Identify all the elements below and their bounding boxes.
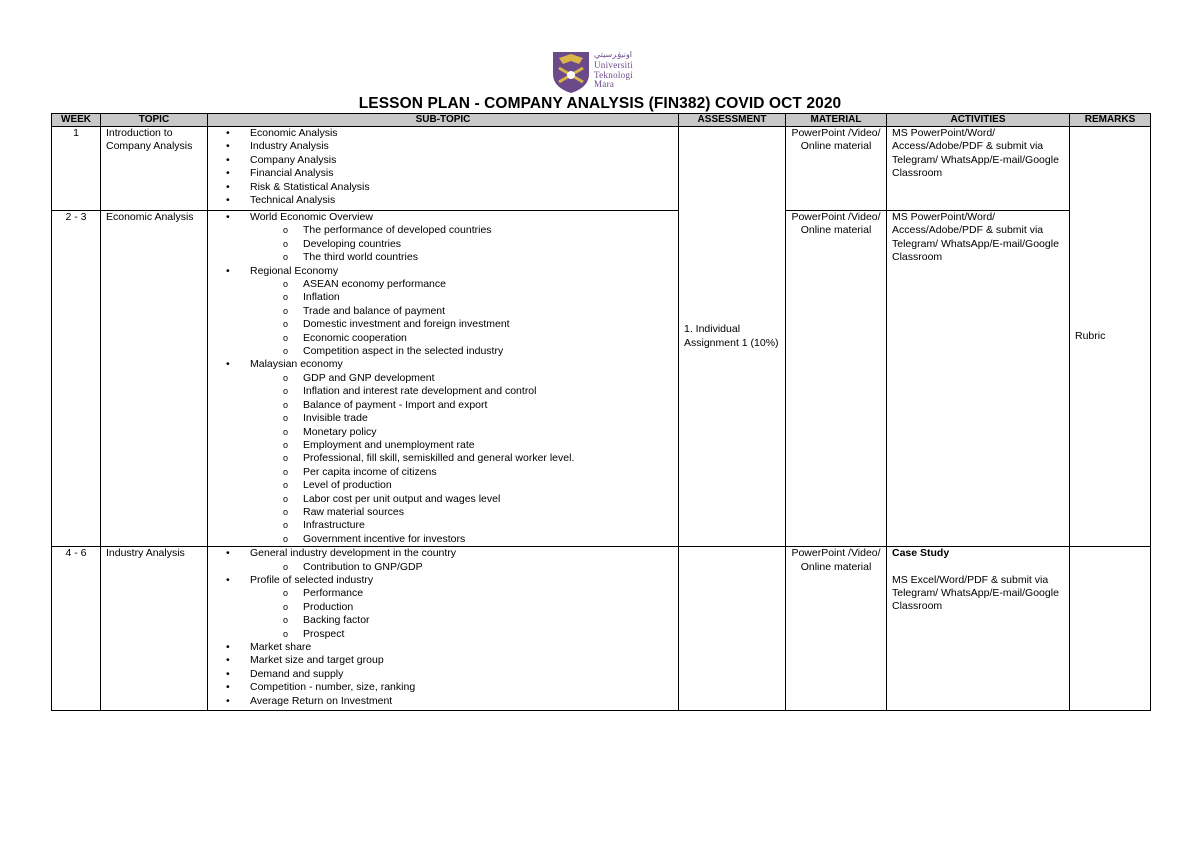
list-item: • Competition - number, size, ranking <box>213 681 678 694</box>
sub-list-item: o The third world countries <box>250 251 678 264</box>
list-item: • Market size and target group <box>213 654 678 667</box>
lesson-plan-table <box>51 113 1151 711</box>
material-cell: PowerPoint /Video/ Online material <box>786 127 887 211</box>
sub-list-item: o Economic cooperation <box>250 332 678 345</box>
page-title: LESSON PLAN - COMPANY ANALYSIS (FIN382) COVID OCT 2020 <box>358 95 842 112</box>
sub-list-item: o Level of production <box>250 479 678 492</box>
sub-list-item: o Production <box>250 601 678 614</box>
sub-list-item: o Backing factor <box>250 614 678 627</box>
col-header-remarks: REMARKS <box>1070 114 1151 127</box>
week-cell: 4 - 6 <box>52 547 101 711</box>
list-item: • Profile of selected industry o Performance o Production o Backing factor o Prospect <box>213 574 678 641</box>
sub-list-item: o Domestic investment and foreign investment <box>250 318 678 331</box>
list-item: • Demand and supply <box>213 668 678 681</box>
subtopic-cell <box>208 211 679 547</box>
logo-script-text: ﺍﻭﻧﻴۏﺮﺳﻴﺘﻲ <box>594 50 633 59</box>
sub-list-item: o Employment and unemployment rate <box>250 439 678 452</box>
list-item: • Financial Analysis <box>213 167 678 180</box>
topic-cell: Industry Analysis <box>101 547 208 711</box>
material-cell: PowerPoint /Video/ Online material <box>786 211 887 547</box>
table-row <box>52 547 1151 711</box>
sub-list-item: o Prospect <box>250 628 678 641</box>
sub-list-item: o Inflation <box>250 291 678 304</box>
list-item: • Industry Analysis <box>213 140 678 153</box>
list-item: • General industry development in the country o Contribution to GNP/GDP <box>213 547 678 574</box>
sub-list-item: o Balance of payment - Import and export <box>250 399 678 412</box>
week-cell: 2 - 3 <box>52 211 101 547</box>
sub-list-item: o Infrastructure <box>250 519 678 532</box>
topic-cell: Economic Analysis <box>101 211 208 547</box>
table-row <box>52 211 1151 547</box>
sub-list-item: o Per capita income of citizens <box>250 466 678 479</box>
assessment-cell: 1. Individual Assignment 1 (10%) <box>679 127 786 547</box>
list-item: • Company Analysis <box>213 154 678 167</box>
sub-list-item: o The performance of developed countries <box>250 224 678 237</box>
sub-list-item: o ASEAN economy performance <box>250 278 678 291</box>
assessment-cell-empty <box>679 547 786 711</box>
activity-title: Case Study <box>892 547 950 560</box>
logo-wordmark: Universiti Teknologi Mara <box>594 60 634 90</box>
university-logo <box>551 50 653 94</box>
activities-cell: MS PowerPoint/Word/ Access/Adobe/PDF & submit via Telegram/ WhatsApp/E-mail/Google Classroom <box>887 127 1070 211</box>
col-header-topic: TOPIC <box>101 114 208 127</box>
list-item: • World Economic Overview o The performance of developed countries o Developing countries o The third world countries <box>213 211 678 265</box>
col-header-subtopic: SUB-TOPIC <box>208 114 679 127</box>
remarks-cell-empty <box>1070 547 1151 711</box>
sub-list-item: o Inflation and interest rate development and control <box>250 385 678 398</box>
sub-list-item: o Contribution to GNP/GDP <box>250 561 678 574</box>
sub-list-item: o Labor cost per unit output and wages level <box>250 493 678 506</box>
topic-cell: Introduction to Company Analysis <box>101 127 208 211</box>
col-header-week: WEEK <box>52 114 101 127</box>
list-item: • Technical Analysis <box>213 194 678 207</box>
activities-cell: MS PowerPoint/Word/ Access/Adobe/PDF & submit via Telegram/ WhatsApp/E-mail/Google Classroom <box>887 211 1070 547</box>
remarks-cell: Rubric <box>1070 127 1151 547</box>
table-header-row <box>52 114 1151 127</box>
material-cell: PowerPoint /Video/ Online material <box>786 547 887 711</box>
list-item: • Risk & Statistical Analysis <box>213 181 678 194</box>
subtopic-cell <box>208 547 679 711</box>
list-item: • Malaysian economy o GDP and GNP development o Inflation and interest rate development and control o Balance of payment - Import and export o Invisible trade o Monetary policy o Employment and unemployment rate o Professional, fill skill, semiskilled and general worker level. o Per capita income of citizens o Level of production o Labor cost per unit output and wages level o Raw material sources o Infrastructure o Government incentive for investors <box>213 358 678 546</box>
list-item: • Economic Analysis <box>213 127 678 140</box>
sub-list-item: o Monetary policy <box>250 426 678 439</box>
activity-text: MS Excel/Word/PDF & submit via Telegram/ WhatsApp/E-mail/Google Classroom <box>892 573 1059 613</box>
sub-list-item: o GDP and GNP development <box>250 372 678 385</box>
sub-list-item: o Invisible trade <box>250 412 678 425</box>
sub-list-item: o Trade and balance of payment <box>250 305 678 318</box>
table-row <box>52 127 1151 211</box>
sub-list-item: o Professional, fill skill, semiskilled and general worker level. <box>250 452 678 465</box>
uitm-crest-icon <box>551 50 591 94</box>
list-item: • Average Return on Investment <box>213 695 678 708</box>
col-header-assessment: ASSESSMENT <box>679 114 786 127</box>
col-header-activities: ACTIVITIES <box>887 114 1070 127</box>
list-item: • Market share <box>213 641 678 654</box>
col-header-material: MATERIAL <box>786 114 887 127</box>
sub-list-item: o Government incentive for investors <box>250 533 678 546</box>
sub-list-item: o Competition aspect in the selected industry <box>250 345 678 358</box>
activities-cell <box>887 547 1070 711</box>
sub-list-item: o Developing countries <box>250 238 678 251</box>
sub-list-item: o Raw material sources <box>250 506 678 519</box>
list-item: • Regional Economy o ASEAN economy performance o Inflation o Trade and balance of payment o Domestic investment and foreign investment o Economic cooperation o Competition aspect in the selected industry <box>213 265 678 359</box>
sub-list-item: o Performance <box>250 587 678 600</box>
week-cell: 1 <box>52 127 101 211</box>
subtopic-cell <box>208 127 679 211</box>
